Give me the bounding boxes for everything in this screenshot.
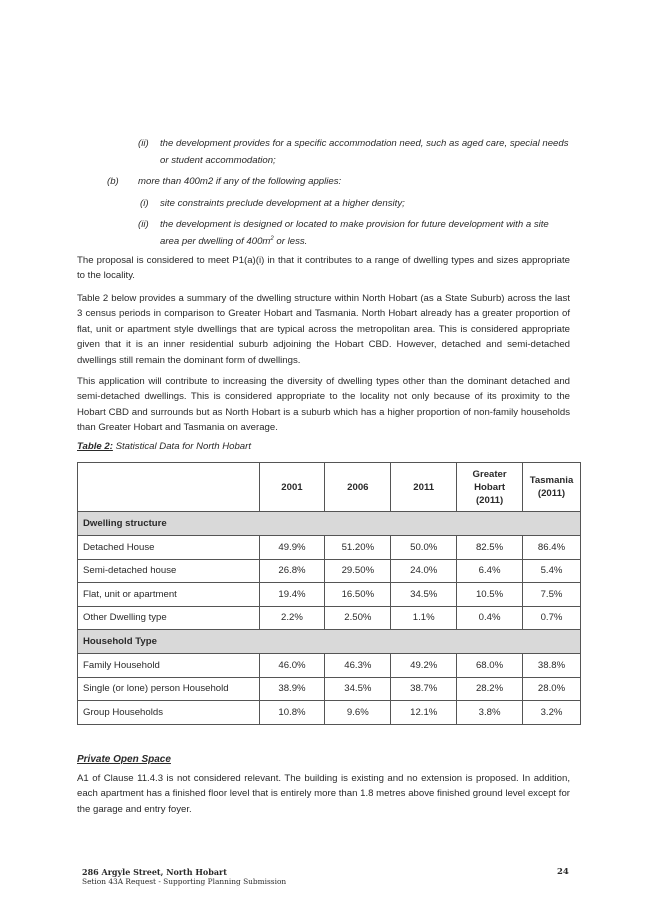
cell-value: 38.7% bbox=[391, 677, 457, 701]
section-heading: Private Open Space bbox=[77, 754, 171, 765]
section-label: Household Type bbox=[78, 630, 581, 654]
list-text-part: or less. bbox=[273, 236, 308, 247]
caption-text: Statistical Data for North Hobart bbox=[112, 441, 252, 452]
table-header-row bbox=[78, 463, 581, 512]
section-label: Dwelling structure bbox=[78, 512, 581, 536]
cell-value: 2.2% bbox=[259, 606, 325, 630]
header-blank bbox=[78, 463, 260, 512]
cell-value: 68.0% bbox=[457, 654, 523, 678]
paragraph-p4: A1 of Clause 11.4.3 is not considered relevant. The building is existing and no extension is proposed. In addition, each apartment has a finished floor level that is entirely more than 1.8 metres above finished ground level except for the garage and entry foyer. bbox=[77, 773, 570, 815]
cell-value: 46.0% bbox=[259, 654, 325, 678]
list-text-line2 bbox=[160, 233, 307, 251]
list-text: site constraints preclude development at a higher density; bbox=[160, 198, 405, 209]
section-row-household-type bbox=[78, 630, 581, 654]
header-line: (2011) bbox=[537, 488, 566, 499]
table-row bbox=[78, 654, 581, 678]
list-item-ii-site-area bbox=[138, 216, 578, 252]
cell-value: 50.0% bbox=[391, 536, 457, 560]
cell-value: 24.0% bbox=[391, 559, 457, 583]
cell-value: 7.5% bbox=[523, 583, 581, 607]
paragraph-p2: Table 2 below provides a summary of the dwelling structure within North Hobart (as a State Suburb) across the last 3 census periods in comparison to Greater Hobart and Tasmania. North Hobart already has a greater proportion of flat, unit or apartment style dwellings that are typical across the metropolitan area. This is considered appropriate given that it is an inner residential suburb adjoining the Hobart CBD. However, detached and semi-detached dwellings still remain the dominant form of dwellings. bbox=[77, 293, 570, 366]
row-label: Family Household bbox=[78, 654, 260, 678]
footer-subtitle: Setion 43A Request - Supporting Planning Submission bbox=[82, 877, 287, 886]
cell-value: 12.1% bbox=[391, 701, 457, 725]
row-label: Flat, unit or apartment bbox=[78, 583, 260, 607]
list-label: (ii) bbox=[138, 219, 149, 230]
row-label: Other Dwelling type bbox=[78, 606, 260, 630]
list-item-b bbox=[107, 173, 567, 191]
row-label: Semi-detached house bbox=[78, 559, 260, 583]
table-caption bbox=[77, 441, 251, 452]
cell-value: 2.50% bbox=[325, 606, 391, 630]
header-line: Greater bbox=[472, 468, 507, 480]
cell-value: 34.5% bbox=[325, 677, 391, 701]
table-row bbox=[78, 677, 581, 701]
cell-value: 34.5% bbox=[391, 583, 457, 607]
header-2011: 2011 bbox=[391, 463, 457, 512]
list-label: (ii) bbox=[138, 138, 149, 149]
cell-value: 38.8% bbox=[523, 654, 581, 678]
cell-value: 86.4% bbox=[523, 536, 581, 560]
list-item-i bbox=[140, 195, 580, 213]
caption-label: Table 2: bbox=[77, 441, 113, 452]
cell-value: 9.6% bbox=[325, 701, 391, 725]
paragraph-p1: The proposal is considered to meet P1(a)(i) in that it contributes to a range of dwelling types and sizes appropriate to the locality. bbox=[77, 255, 570, 282]
row-label: Single (or lone) person Household bbox=[78, 677, 260, 701]
cell-value: 26.8% bbox=[259, 559, 325, 583]
list-text-line2: or student accommodation; bbox=[160, 155, 276, 166]
list-item-ii-accommodation bbox=[138, 135, 578, 171]
table-row bbox=[78, 583, 581, 607]
superscript: 2 bbox=[270, 235, 274, 242]
header-2006: 2006 bbox=[325, 463, 391, 512]
cell-value: 28.2% bbox=[457, 677, 523, 701]
row-label: Detached House bbox=[78, 536, 260, 560]
header-tasmania bbox=[523, 463, 581, 512]
cell-value: 38.9% bbox=[259, 677, 325, 701]
table-row bbox=[78, 559, 581, 583]
list-text-line1: the development provides for a specific accommodation need, such as aged care, special needs bbox=[160, 138, 569, 149]
list-label: (i) bbox=[140, 198, 149, 209]
row-label: Group Households bbox=[78, 701, 260, 725]
cell-value: 82.5% bbox=[457, 536, 523, 560]
header-line: Tasmania bbox=[529, 475, 574, 486]
cell-value: 10.8% bbox=[259, 701, 325, 725]
cell-value: 29.50% bbox=[325, 559, 391, 583]
cell-value: 0.4% bbox=[457, 606, 523, 630]
header-greater-hobart bbox=[457, 463, 523, 512]
cell-value: 1.1% bbox=[391, 606, 457, 630]
table-row bbox=[78, 606, 581, 630]
cell-value: 10.5% bbox=[457, 583, 523, 607]
cell-value: 51.20% bbox=[325, 536, 391, 560]
cell-value: 3.2% bbox=[523, 701, 581, 725]
cell-value: 49.2% bbox=[391, 654, 457, 678]
cell-value: 3.8% bbox=[457, 701, 523, 725]
cell-value: 19.4% bbox=[259, 583, 325, 607]
paragraph-p3: This application will contribute to increasing the diversity of dwelling types other than the dominant detached and semi-detached dwellings. This is considered appropriate to the locality not only because of its proximity to the Hobart CBD and surrounds but as North Hobart is a suburb which has a higher proportion of non-family households than Greater Hobart and Tasmania on average. bbox=[77, 376, 570, 434]
cell-value: 6.4% bbox=[457, 559, 523, 583]
list-text-part: area per dwelling of 400m bbox=[160, 236, 271, 247]
table-row bbox=[78, 701, 581, 725]
header-line: (2011) bbox=[475, 494, 504, 506]
header-2001: 2001 bbox=[259, 463, 325, 512]
statistics-table bbox=[77, 462, 581, 725]
cell-value: 49.9% bbox=[259, 536, 325, 560]
cell-value: 46.3% bbox=[325, 654, 391, 678]
cell-value: 0.7% bbox=[523, 606, 581, 630]
cell-value: 5.4% bbox=[523, 559, 581, 583]
table-row bbox=[78, 536, 581, 560]
list-text: more than 400m2 if any of the following applies: bbox=[138, 176, 342, 187]
cell-value: 16.50% bbox=[325, 583, 391, 607]
cell-value: 28.0% bbox=[523, 677, 581, 701]
section-row-dwelling-structure bbox=[78, 512, 581, 536]
footer-address: 286 Argyle Street, North Hobart bbox=[82, 867, 227, 877]
page-number: 24 bbox=[557, 867, 569, 877]
list-text-line1: the development is designed or located to make provision for future development with a site bbox=[160, 219, 549, 230]
list-label: (b) bbox=[107, 176, 119, 187]
header-line: Hobart bbox=[474, 481, 506, 493]
